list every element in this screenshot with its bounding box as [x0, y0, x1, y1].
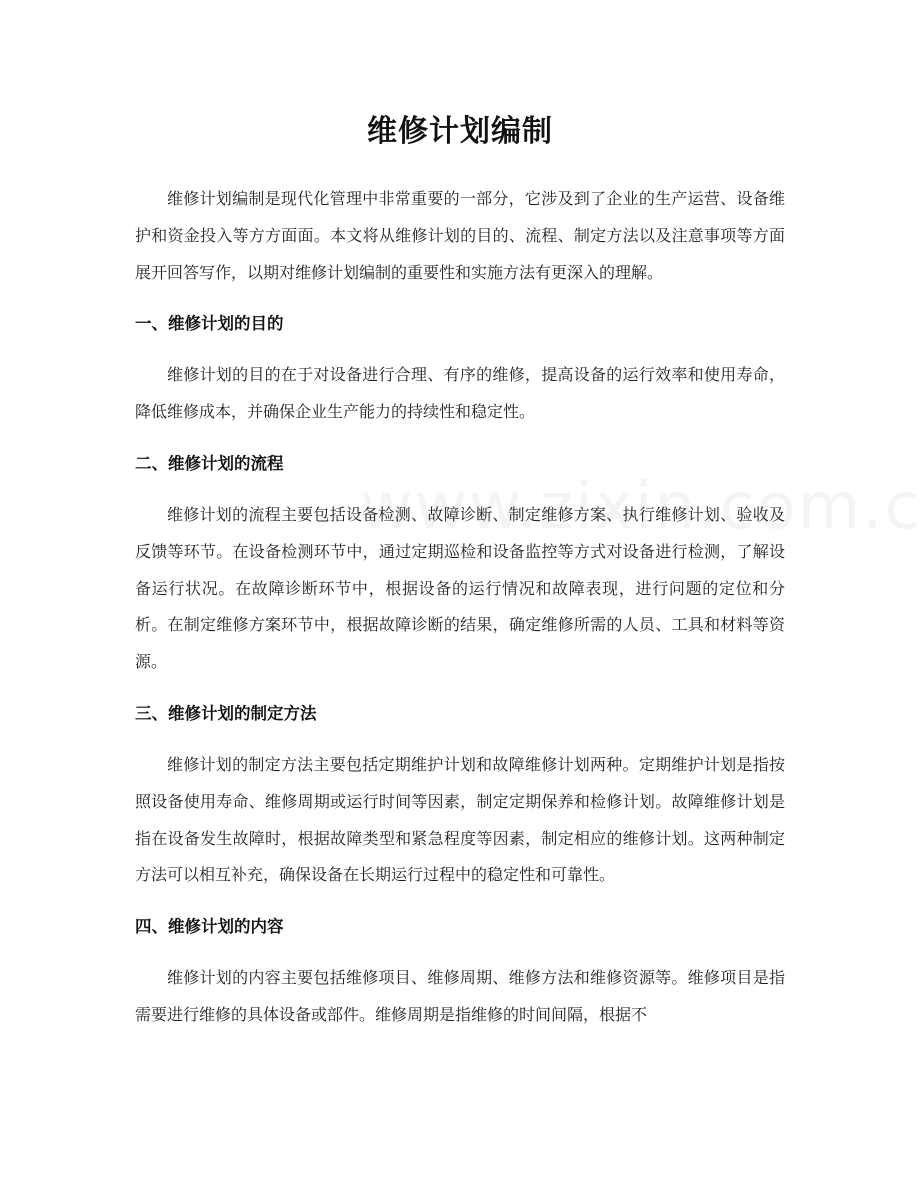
- document-body: [135, 181, 785, 1034]
- section-body-methods: 维修计划的制定方法主要包括定期维护计划和故障维修计划两种。定期维护计划是指按照设备使用寿命、维修周期或运行时间等因素，制定定期保养和检修计划。故障维修计划是指在设备发生故障时，根据故障类型和紧急程度等因素，制定相应的维修计划。这两种制定方法可以相互补充，确保设备在长期运行过程中的稳定性和可靠性。: [135, 754, 785, 885]
- intro-paragraph: 维修计划编制是现代化管理中非常重要的一部分，它涉及到了企业的生产运营、设备维护和资金投入等方方面面。本文将从维修计划的目的、流程、制定方法以及注意事项等方面展开回答写作，以期对维修计划编制的重要性和实施方法有更深入的理解。: [135, 189, 785, 282]
- section-heading-content: 四、维修计划的内容: [135, 917, 284, 937]
- section-body-content: 维修计划的内容主要包括维修项目、维修周期、维修方法和维修资源等。维修项目是指需要进行维修的具体设备或部件。维修周期是指维修的时间间隔，根据不: [135, 968, 785, 1024]
- section-body-process: 维修计划的流程主要包括设备检测、故障诊断、制定维修方案、执行维修计划、验收及反馈等环节。在设备检测环节中，通过定期巡检和设备监控等方式对设备进行检测，了解设备运行状况。在故障诊断环节中，根据设备的运行情况和故障表现，进行问题的定位和分析。在制定维修方案环节中，根据故障诊断的结果，确定维修所需的人员、工具和材料等资源。: [135, 504, 785, 672]
- section-heading-methods: 三、维修计划的制定方法: [135, 703, 317, 723]
- page-title: 维修计划编制: [367, 114, 553, 149]
- section-heading-process: 二、维修计划的流程: [135, 453, 284, 473]
- section-body-purpose: 维修计划的目的在于对设备进行合理、有序的维修，提高设备的运行效率和使用寿命，降低维修成本，并确保企业生产能力的持续性和稳定性。: [135, 365, 785, 422]
- section-heading-purpose: 一、维修计划的目的: [135, 314, 284, 334]
